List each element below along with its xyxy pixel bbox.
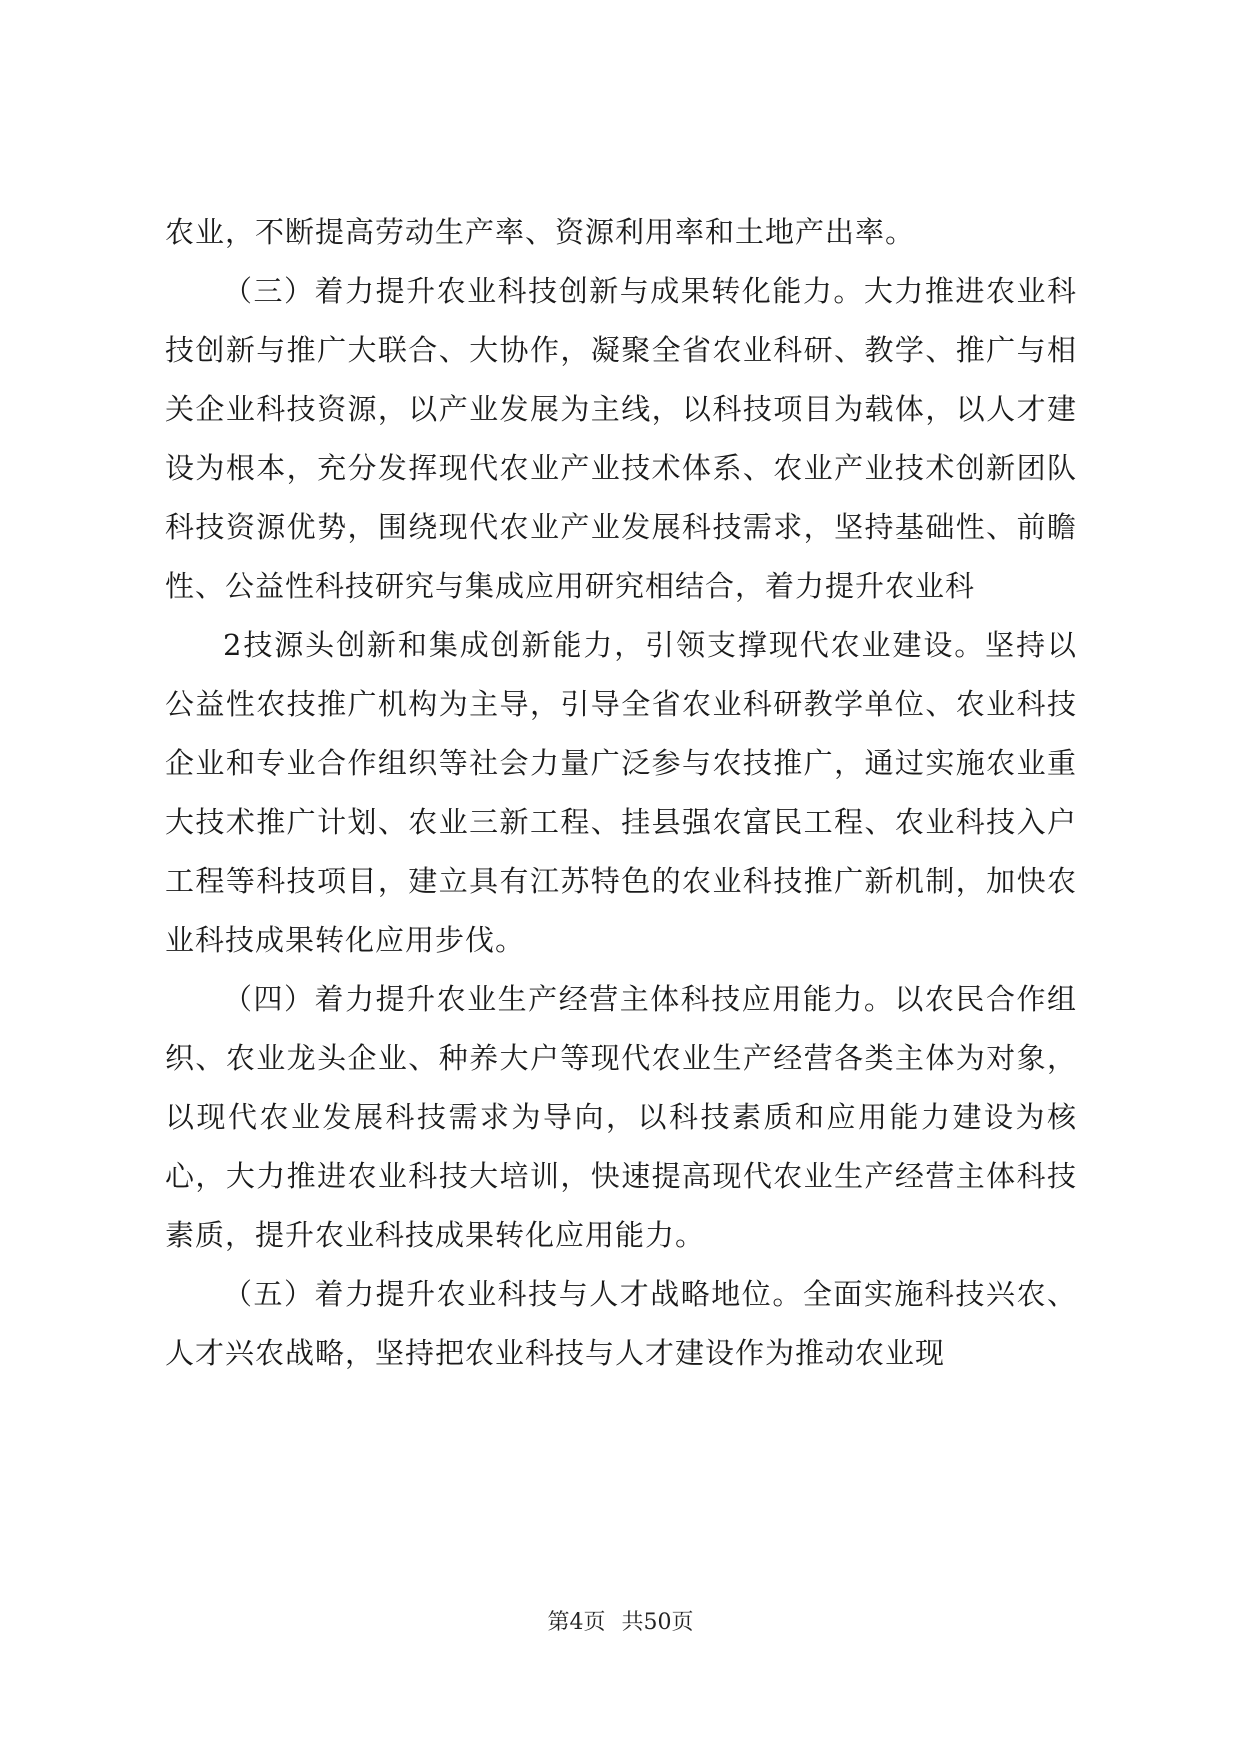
page-total: 共50页 [621, 1610, 694, 1635]
document-body [165, 203, 1077, 1383]
page-footer [0, 1608, 1241, 1638]
paragraph-section-3-continued: 2技源头创新和集成创新能力，引领支撑现代农业建设。坚持以公益性农技推广机构为主导，引导全省农业科研教学单位、农业科技企业和专业合作组织等社会力量广泛参与农技推广，通过实施农业重大技术推广计划、农业三新工程、挂县强农富民工程、农业科技入户工程等科技项目，建立具有江苏特色的农业科技推广新机制，加快农业科技成果转化应用步伐。 [165, 628, 1077, 957]
paragraph-section-5: （五）着力提升农业科技与人才战略地位。全面实施科技兴农、人才兴农战略，坚持把农业科技与人才建设作为推动农业现 [165, 1277, 1077, 1370]
paragraph-section-4: （四）着力提升农业生产经营主体科技应用能力。以农民合作组织、农业龙头企业、种养大户等现代农业生产经营各类主体为对象，以现代农业发展科技需求为导向，以科技素质和应用能力建设为核心，大力推进农业科技大培训，快速提高现代农业生产经营主体科技素质，提升农业科技成果转化应用能力。 [165, 982, 1077, 1252]
page-number: 第4页 [547, 1610, 606, 1635]
paragraph-section-3: （三）着力提升农业科技创新与成果转化能力。大力推进农业科技创新与推广大联合、大协作，凝聚全省农业科研、教学、推广与相关企业科技资源，以产业发展为主线，以科技项目为载体，以人才建设为根本，充分发挥现代农业产业技术体系、农业产业技术创新团队科技资源优势，围绕现代农业产业发展科技需求，坚持基础性、前瞻性、公益性科技研究与集成应用研究相结合，着力提升农业科 [165, 274, 1077, 603]
paragraph-continuation: 农业，不断提高劳动生产率、资源利用率和土地产出率。 [165, 215, 916, 249]
